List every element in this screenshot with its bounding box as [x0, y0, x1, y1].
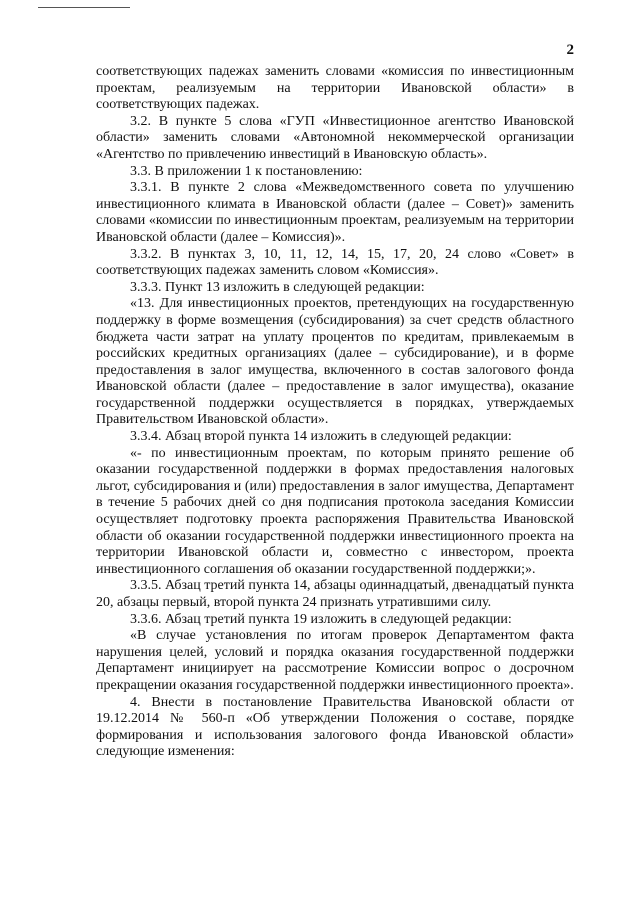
- paragraph-4: 4. Внести в постановление Правительства Ивановской области от 19.12.2014 № 560-п «Об утверждении Положения о составе, порядке формирования и использования залогового фонда Ивановской области» следующие изменения:: [96, 694, 574, 760]
- quote-item-19: «В случае установления по итогам проверок Департаментом факта нарушения целей, условий и порядка оказания государственной поддержки Департамент инициирует на рассмотрение Комиссии вопрос о досрочном прекращении оказания государственной поддержки инвестиционного проекта».: [96, 628, 574, 693]
- paragraph-3-3-5: 3.3.5. Абзац третий пункта 14, абзацы одиннадцатый, двенадцатый пункта 20, абзацы первый, второй пункта 24 признать утратившими силу.: [96, 578, 575, 610]
- paragraph-3-3-4: 3.3.4. Абзац второй пункта 14 изложить в следующей редакции:: [130, 429, 512, 445]
- scan-artifact-line: [38, 7, 130, 8]
- document-body: [96, 64, 574, 761]
- paragraph-3-3-2: 3.3.2. В пунктах 3, 10, 11, 12, 14, 15, 17, 20, 24 слово «Совет» в соответствующих падежах заменить словом «Комиссия».: [96, 246, 574, 279]
- paragraph-3-3-3: 3.3.3. Пункт 13 изложить в следующей редакции:: [130, 279, 425, 295]
- paragraph-continuation: соответствующих падежах заменить словами «комиссия по инвестиционным проектам, реализуемым на территории Ивановской области» в соответствующих падежах.: [96, 64, 574, 113]
- paragraph-3-3-6: 3.3.6. Абзац третий пункта 19 изложить в следующей редакции:: [130, 611, 512, 627]
- paragraph-3-3-1: 3.3.1. В пункте 2 слова «Межведомственного совета по улучшению инвестиционного климата в Ивановской области (далее – Совет)» заменить словами «комиссии по инвестиционным проектам, реализуемым на территории Ивановской области (далее – Комиссия)».: [96, 180, 574, 245]
- paragraph-3-3: 3.3. В приложении 1 к постановлению:: [130, 163, 363, 179]
- page-number: 2: [566, 42, 574, 58]
- quote-item-14: «- по инвестиционным проектам, по которым принято решение об оказании государственной поддержки в формах предоставления налоговых льгот, субсидирования и (или) предоставления в залог имущества, Департамент в течение 5 рабочих дней со дня подписания протокола заседания Комиссии осуществляет подготовку проекта распоряжения Правительства Ивановской области об оказании государственной поддержки инвестиционного проекта на территории Ивановской области и, совместно с инвестором, проекта инвестиционного соглашения об оказании государственной поддержки;».: [96, 445, 574, 577]
- quote-item-13: «13. Для инвестиционных проектов, претендующих на государственную поддержку в форме возмещения (субсидирования) за счет средств областного бюджета части затрат на уплату процентов по кредитам, привлекаемым в российских кредитных организациях (далее – субсидирование), и в форме предоставления в залог имущества, включенного в состав залогового фонда Ивановской области (далее – предоставление в залог имущества), оказание государственной поддержки осуществляется в порядках, утверждаемых Правительством Ивановской области».: [96, 296, 574, 428]
- paragraph-3-2: 3.2. В пункте 5 слова «ГУП «Инвестиционное агентство Ивановской области» заменить словами «Автономной некоммерческой организации «Агентство по привлечению инвестиций в Ивановскую область».: [96, 113, 574, 162]
